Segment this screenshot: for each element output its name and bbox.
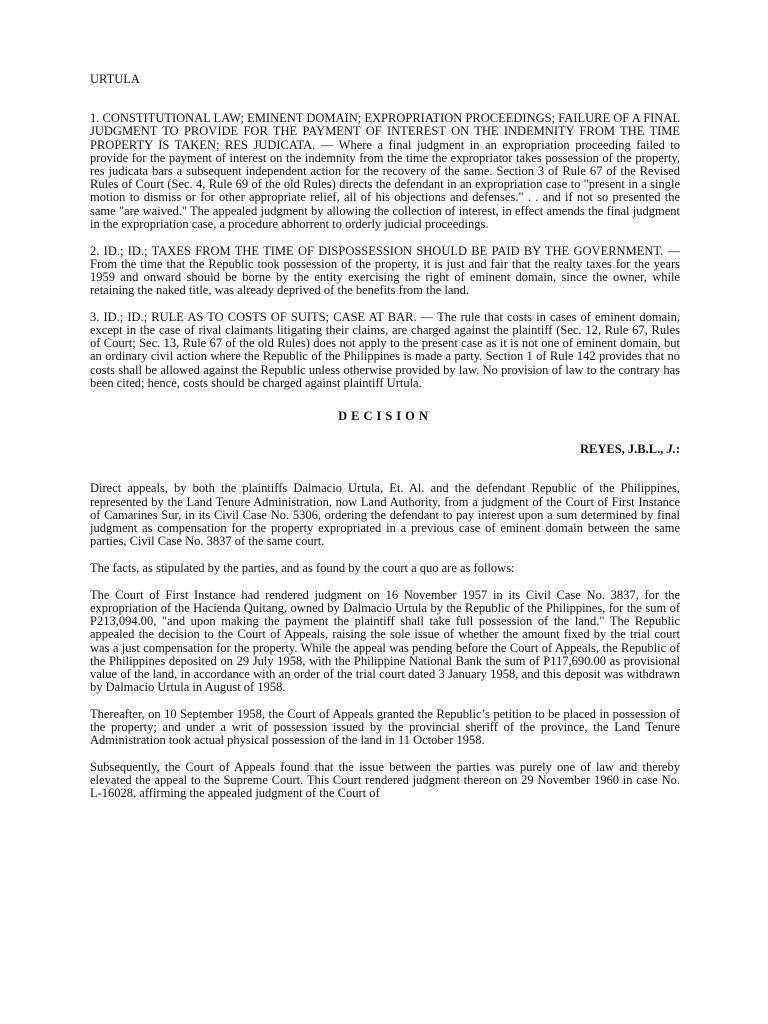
- syllabus-paragraph-2: 2. ID.; ID.; TAXES FROM THE TIME OF DISPOSSESSION SHOULD BE PAID BY THE GOVERNMENT. — From the time that the Republic took possession of the property, it is just and fair that the realty taxes for the years 1959 and onward should be borne by the entity exercising the right of eminent domain, since the owner, while retaining the naked title, was already deprived of the benefits from the land.: [90, 243, 680, 298]
- ponente-colon: :: [675, 442, 680, 457]
- case-title: URTULA: [90, 72, 140, 86]
- syllabus: [90, 112, 680, 390]
- ponente: [90, 443, 680, 456]
- document-page: [90, 73, 680, 814]
- syllabus-paragraph-3: 3. ID.; ID.; RULE AS TO COSTS OF SUITS; CASE AT BAR. — The rule that costs in cases of eminent domain, except in the case of rival claimants litigating their claims, are charged against the plaintiff (Sec. 12, Rule 67, Rules of Court; Sec. 13, Rule 67 of the old Rules) does not apply to the present case as it is not one of eminent domain, but an ordinary civil action where the Republic of the Philippines is made a party. Section 1 of Rule 142 provides that no costs shall be allowed against the Republic unless otherwise provided by law. No provision of law to the contrary has been cited; hence, costs should be charged against plaintiff Urtula.: [90, 309, 680, 390]
- ponente-suffix: J.: [666, 442, 676, 457]
- ponente-name: REYES, J.B.L.,: [579, 442, 667, 457]
- body-paragraph-5: Subsequently, the Court of Appeals found that the issue between the parties was purely one of law and thereby elevated the appeal to the Supreme Court. This Court rendered judgment thereon on 29 November 1960 in case No. L-16028, affirming the appealed judgment of the Court of: [90, 759, 680, 801]
- body-paragraph-4: Thereafter, on 10 September 1958, the Court of Appeals granted the Republic’s petition to be placed in possession of the property; and under a writ of possession issued by the provincial sheriff of the province, the Land Tenure Administration took actual physical possession of the land in 11 October 1958.: [90, 706, 680, 748]
- syllabus-paragraph-1: 1. CONSTITUTIONAL LAW; EMINENT DOMAIN; EXPROPRIATION PROCEEDINGS; FAILURE OF A FINAL JUDGMENT TO PROVIDE FOR THE PAYMENT OF INTEREST ON THE INDEMNITY FROM THE TIME PROPERTY IS TAKEN; RES JUDICATA. — Where a final judgment in an expropriation proceeding failed to provide for the payment of interest on the indemnity from the time the expropriator takes possession of the property, res judicata bars a subsequent independent action for the recovery of the same. Section 3 of Rule 67 of the Revised Rules of Court (Sec. 4, Rule 69 of the old Rules) directs the defendant in an expropriation case to "present in a single motion to dismiss or for other appropriate relief, all of his objections and defenses." . . and if not so presented the same "are waived." The appealed judgment by allowing the collection of interest, in effect amends the final judgment in the expropriation case, a procedure abhorrent to orderly judicial proceedings.: [90, 111, 680, 231]
- decision-heading: DECISION: [338, 409, 432, 424]
- body-paragraph-3: The Court of First Instance had rendered judgment on 16 November 1957 in its Civil Case No. 3837, for the expropriation of the Hacienda Quitang, owned by Dalmacio Urtula by the Republic of the Philippines, for the sum of P213,094.00, "and upon making the payment the plaintiff shall take full possession of the land." The Republic appealed the decision to the Court of Appeals, raising the sole issue of whether the amount fixed by the trial court was a just compensation for the property. While the appeal was pending before the Court of Appeals, the Republic of the Philippines deposited on 29 July 1958, with the Philippine National Bank the sum of P117,690.00 as provisional value of the land, in accordance with an order of the trial court dated 3 January 1958, and this deposit was withdrawn by Dalmacio Urtula in August of 1958.: [90, 587, 680, 695]
- body-paragraph-1: Direct appeals, by both the plaintiffs Dalmacio Urtula, Et. Al. and the defendant Republic of the Philippines, represented by the Land Tenure Administration, now Land Authority, from a judgment of the Court of First Instance of Camarines Sur, in its Civil Case No. 5306, ordering the defendant to pay interest upon a sum determined by final judgment as compensation for the property expropriated in a previous case of eminent domain between the same parties, Civil Case No. 3837 of the same court.: [90, 481, 680, 549]
- body-paragraph-2: The facts, as stipulated by the parties, and as found by the court a quo are as follows:: [90, 560, 515, 575]
- decision-body: [90, 482, 680, 800]
